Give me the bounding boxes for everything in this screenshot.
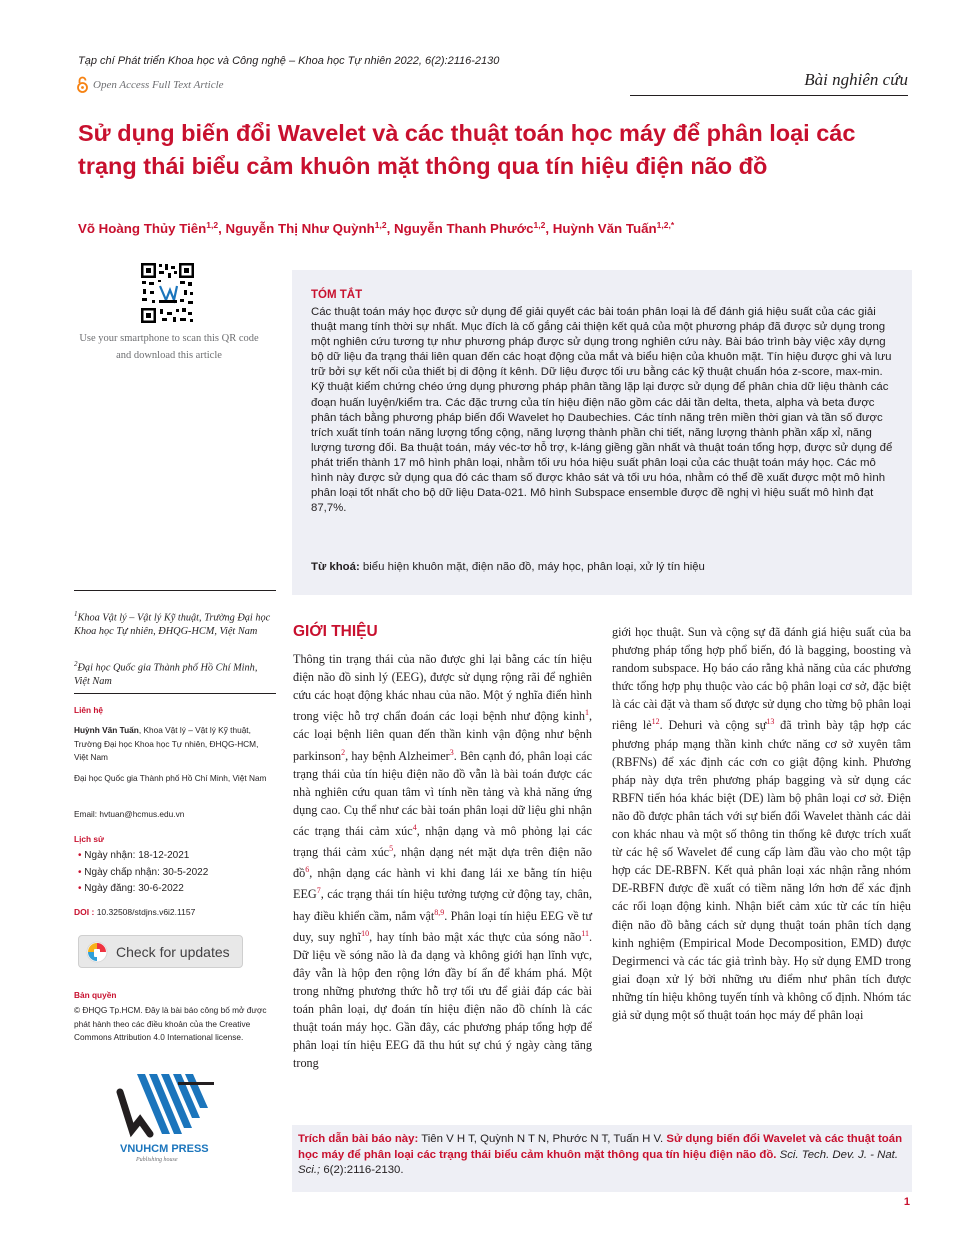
check-for-updates-button[interactable] — [78, 935, 243, 968]
reference-marker[interactable]: 11 — [581, 928, 589, 938]
author-affiliation-marker: 1,2 — [206, 220, 219, 230]
open-access-label: Open Access Full Text Article — [93, 78, 224, 91]
body-text-segment: . Phân loại tín hiệu EEG về tư duy, suy nghĩ — [293, 908, 593, 944]
affiliation-marker: 2 — [74, 660, 78, 668]
body-text-segment: , hay bệnh Alzheimer — [345, 748, 450, 763]
vnuhcm-press-logo — [112, 1072, 222, 1164]
abstract-text: Các thuật toán máy học được sử dụng để giải quyết các bài toán phân loại là để đánh giá hiệu suất của các giải thuật mang tính thời sự nhất. Mục đích là cố gắng cải thiện kết quả của một phương pháp đã được sử dụng trong một nghiên cứu tương tự như phương pháp được sử dụng trong nghiên cứu này. Bài báo trình bày việc xây dựng bộ dữ liệu đa trạng thái liên quan đến các hoạt động của mắt và biểu hiện của khuôn mặt. Tín hiệu được ghi và lưu trữ bởi sự kết nối của thiết bị di động ít kênh. Dữ liệu được tối ưu bằng các kỹ thuật chuẩn hóa z-score, max-min. Kỹ thuật kiểm chứng chéo ứng dụng phương pháp phân tầng lặp lại được sử dụng để phân chia dữ liệu thành các đoạn huấn luyện/kiểm tra. Các đặc trưng của tín hiệu điện não gồm các dải tần delta, theta, alpha và beta được phân tách bằng phương pháp biến đổi Wavelet họ Daubechies. Các tính năng trên miền thời gian và tần số được trích xuất tính toán năng lượng tổng cộng, năng lượng thành phần chi tiết, năng lượng thành phần xấp xỉ, năng lượng tương đối. Ba thuật toán, máy véc-tơ hỗ trợ, k-láng giềng gần nhất và thuật toán tổng hợp, được sử dụng để phát triển thành 17 mô hình phân loại, nhằm tối ưu hóa hiệu suất phân loại của các thuật toán máy học. Các mô hình này được sử dụng qua đó các tham số được khảo sát và tối ưu hóa, nhằm có thể đề xuất được một mô hình phân loại tốt nhất cho bộ dữ liệu Data-021. Mô hình Subspace ensemble được đề nghị vì hiệu suất mô hình đạt 87,7%. — [311, 306, 893, 515]
check-for-updates-label: Check for updates — [116, 943, 230, 960]
body-text-segment: Gần đây, các phương pháp tổng hợp để phân loại tín hiệu EEG đã thu hút sự chú ý ngày càng tăng trong — [293, 1020, 593, 1071]
date-received: • Ngày nhận: 18-12-2021 — [78, 848, 208, 865]
article-title: Sử dụng biến đổi Wavelet và các thuật toán học máy để phân loại các trạng thái biểu cảm khuôn mặt thông qua tín hiệu điện não đồ — [78, 120, 856, 179]
body-text-segment: . Bên cạnh đó, phân loại các trạng thái của tín hiệu điện não đồ vẫn là bài toán được các nhà nghiên cứu quan tâm vì tính nền tảng và khả năng ứng dụng cao. Cụ thể như các bài toán phân loại dữ liệu ghi nhận các trạng thái cảm xúc — [293, 748, 592, 839]
history-list — [78, 848, 208, 898]
citation-pages: 6(2):2116-2130. — [320, 1164, 404, 1177]
reference-marker[interactable]: 12 — [651, 717, 660, 727]
body-text-segment: , nhận dạng các hành vi khi đang lái xe bằng tín hiệu EEG — [293, 866, 592, 902]
sidebar-rule — [74, 693, 276, 694]
citation-label: Trích dẫn bài báo này: — [298, 1133, 419, 1145]
keywords-value: biểu hiện khuôn mặt, điện não đồ, máy học, phân loại, xử lý tín hiệu — [362, 561, 705, 573]
reference-marker[interactable]: 1 — [584, 708, 589, 718]
history-heading: Lịch sử — [74, 834, 104, 844]
journal-citation-line: Tạp chí Phát triển Khoa học và Công nghệ – Khoa học Tự nhiên 2022, 6(2):2116-2130 — [78, 55, 500, 67]
author-affiliation-marker: 1,2 — [374, 220, 387, 230]
open-access-lock-icon — [76, 76, 89, 93]
doi-value: 10.32508/stdjns.v6i2.1157 — [96, 907, 196, 917]
date-accepted: • Ngày chấp nhận: 30-5-2022 — [78, 865, 208, 882]
open-access-badge — [76, 76, 224, 93]
contact-heading: Liên hệ — [74, 705, 104, 715]
body-text-segment: , nhận dạng nét mặt dựa trên điện não đồ — [293, 845, 592, 881]
reference-marker[interactable]: 7 — [316, 886, 321, 896]
contact-university: Đại học Quốc gia Thành phố Hồ Chí Minh, Việt Nam — [74, 773, 267, 783]
author-list — [78, 220, 674, 236]
author-name: Nguyễn Thị Như Quỳnh — [225, 221, 375, 236]
qr-code[interactable] — [140, 262, 195, 324]
reference-marker[interactable]: 4 — [412, 822, 417, 832]
crossmark-icon — [86, 941, 108, 963]
abstract-heading: TÓM TẮT — [311, 289, 363, 301]
contact-address: , Khoa Vật lý – Vật lý Kỹ thuật, Trường Đại học Khoa học Tự nhiên, ĐHQG-HCM, Việt Nam — [74, 725, 259, 763]
page-number: 1 — [903, 1196, 910, 1208]
reference-marker[interactable]: 5 — [389, 844, 394, 854]
header-rule — [630, 95, 908, 96]
section-heading-intro: GIỚI THIỆU — [293, 623, 378, 640]
affiliation-text: Khoa Vật lý – Vật lý Kỹ thuật, Trường Đại học Khoa học Tự nhiên, ĐHQG-HCM, Việt Nam — [74, 612, 271, 638]
author-affiliation-marker: 1,2,* — [656, 220, 675, 230]
keywords-label: Từ khoá: — [311, 561, 360, 573]
body-text-segment: , các loại bệnh liên quan đến thần kinh vận động như bệnh parkinson — [293, 709, 592, 763]
body-text-segment: đã trình bày tập hợp các phương pháp mạng thần kinh chức năng cơ sở xuyên tâm (RBFNs) để xác định các cơn co giật động kinh. Phương pháp này dựa trên phương pháp bagging và sử dụng các RBFN tiến hóa khác biệt (DE) làm bộ phân loại cơ sở. Điện não đồ được phân tách với sự biến đổi Wavelet thành các dải con khác nhau và một số thông tin thống kê được trích xuất từ các hệ số Wavelet để cung cấp làm đầu vào cho một tập hợp các DE-RBFN. Kết quả phân loại xác nhận rằng nhóm DE-RBFN được đề xuất có tiềm năng lớn hơn để xác định các rối loạn động kinh. Nhận biết cảm xúc từ các tín hiệu điện não đồ bằng cách sử dụng thuật toán phân tích dạng kinh nghiệm (Empirical Mode Decomposition, EMD) được Degirmenci và các tác giả trình bày. Họ sử dụng EMD trong giai đoạn xử lý bởi những ưu điểm như phân tích được những tín hiệu không tuyến tính và không cố định. Nhóm tác giả sử dụng một số thuật toán học máy để phân loại — [612, 718, 912, 1023]
doi[interactable] — [74, 907, 195, 917]
reference-marker[interactable]: 13 — [766, 717, 775, 727]
intro-column-2 — [612, 623, 911, 1024]
author-separator: , — [545, 221, 553, 236]
reference-marker[interactable]: 3 — [449, 747, 454, 757]
copyright-text: © ĐHQG Tp.HCM. Đây là bài báo công bố mở được phát hành theo các điều khoản của the Creative Commons Attribution 4.0 International license. — [74, 1005, 267, 1043]
copyright-heading: Bản quyền — [74, 990, 117, 1000]
reference-marker[interactable]: 8,9 — [434, 907, 445, 917]
date-published: • Ngày đăng: 30-6-2022 — [78, 881, 208, 898]
author-name: Huỳnh Văn Tuấn — [552, 221, 657, 236]
affiliation-text: Đại học Quốc gia Thành phố Hồ Chí Minh, Việt Nam — [74, 662, 258, 688]
author-name: Nguyễn Thanh Phước — [393, 221, 534, 236]
body-text-segment: Thông tin trạng thái của não được ghi lại bằng các tín hiệu điện não đồ sinh lý (EEG), được sử dụng rộng rãi để nghiên cứu các hoạt động khác nhau của não. Một ý nghĩa điển hình trong việc hỗ trợ chẩn đoán các loại bệnh như động kinh — [293, 652, 592, 724]
contact-affiliation — [74, 724, 274, 765]
citation-title: Sử dụng biến đổi Wavelet và các thuật toán học máy để phân loại các trạng thái biểu cảm khuôn mặt thông qua tín hiệu điện não đồ. — [298, 1133, 903, 1161]
doi-label: DOI : — [74, 907, 95, 917]
press-name: VNUHCM PRESS — [120, 1143, 209, 1155]
author-separator: , — [218, 221, 226, 236]
body-text-segment: . Dehuri và cộng sự — [659, 718, 767, 733]
sidebar-rule — [74, 590, 276, 591]
contact-name: Huỳnh Văn Tuấn — [74, 725, 139, 735]
author-separator: , — [386, 221, 394, 236]
citation-text — [298, 1132, 906, 1179]
qr-caption: Use your smartphone to scan this QR code and download this article — [79, 333, 259, 361]
press-tagline: Publishing house — [136, 1157, 178, 1163]
contact-email[interactable]: Email: hvtuan@hcmus.edu.vn — [74, 809, 185, 819]
body-text-segment: . Dữ liệu về sóng não là đa dạng và không giới hạn lĩnh vực, đây vẫn là hộp đen rộng lớn đầy bí ẩn để khám phá. Một trong những phương thức hỗ trợ tối ưu để giải đáp các bài toán phân loại, dự đoán tín hiệu điện não đồ chính là các thuật toán máy học. — [293, 929, 592, 1035]
affiliation-marker: 1 — [74, 610, 78, 618]
body-text-segment: , các trạng thái tín hiệu tưởng tượng cử động tay, chân, hay điều khiển cầm, nắm vật — [293, 887, 592, 923]
author-name: Võ Hoàng Thủy Tiên — [78, 221, 207, 236]
keywords — [311, 560, 896, 575]
reference-marker[interactable]: 2 — [341, 747, 346, 757]
citation-authors: Tiên V H T, Quỳnh N T N, Phước N T, Tuấn H V. — [418, 1133, 664, 1145]
press-logo-graphic — [112, 1072, 222, 1164]
affiliation-2 — [74, 657, 274, 689]
author-affiliation-marker: 1,2 — [533, 220, 546, 230]
body-text-segment: , hay tính bảo mật xác thực của sóng não — [369, 929, 582, 944]
reference-marker[interactable]: 10 — [361, 928, 370, 938]
citation-journal: Sci. Tech. Dev. J. - Nat. Sci.; — [298, 1148, 899, 1177]
affiliation-1 — [74, 607, 274, 639]
article-type: Bài nghiên cứu — [804, 70, 908, 89]
intro-column-1 — [293, 650, 592, 1073]
body-text-segment: giới học thuật. Sun và cộng sự đã đánh giá hiệu suất của ba phương pháp tổng hợp phổ biến, đó là bagging, boosting và random subspace. Họ báo cáo rằng khả năng của các phương thức tổng hợp phụ thuộc vào các bộ phân loại cơ sở, đặc biệt là các cài đặt và tham số được sử dụng cho từng bộ phân loại riêng lẻ — [612, 625, 911, 733]
reference-marker[interactable]: 6 — [305, 865, 310, 875]
body-text-segment: , nhận dạng và mô phỏng lại các trạng thái cảm xúc — [293, 824, 592, 860]
